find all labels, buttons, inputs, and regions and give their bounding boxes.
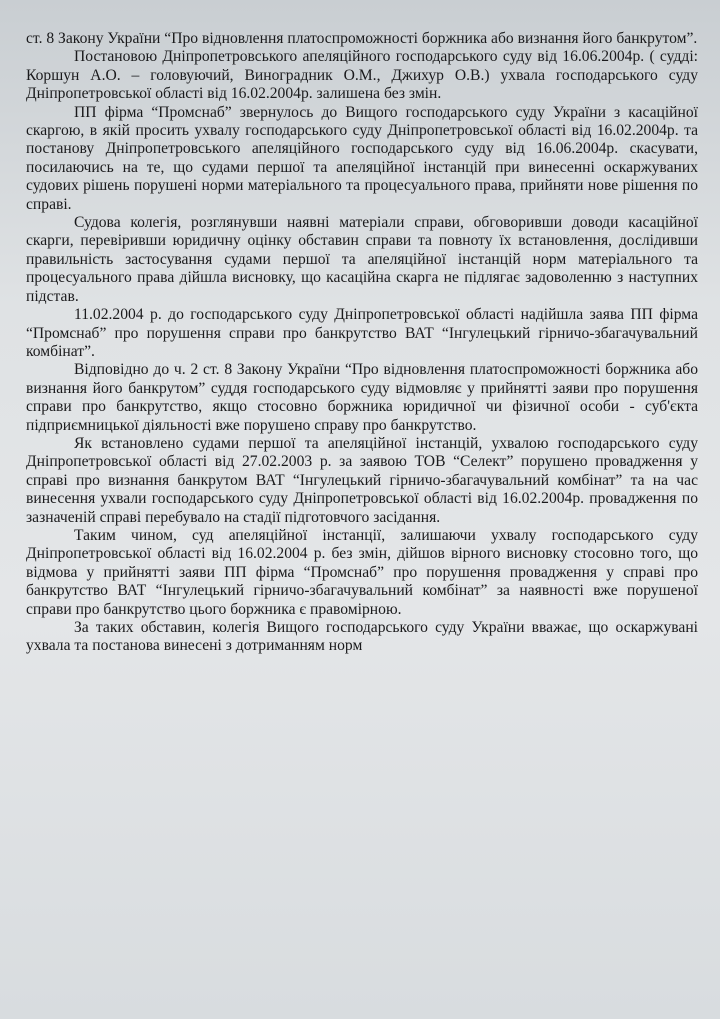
paragraph-continuation: ст. 8 Закону України “Про відновлення платоспроможності боржника або визнання його банкрутом”.	[26, 30, 698, 47]
paragraph-final-ruling: За таких обставин, колегія Вищого господарського суду України вважає, що оскаржувані ухвала та постанова винесені з дотриманням норм	[26, 619, 698, 655]
paragraph-appeal-resolution: Постановою Дніпропетровського апеляційного господарського суду від 16.06.2004р. ( судді: Коршун А.О. – головуючий, Виноградник О.М., Джихур О.В.) ухвала господарського суду Дніпропетровської області від 16.02.2004р. залишена без змін.	[26, 48, 698, 103]
paragraph-application-filed: 11.02.2004 р. до господарського суду Дніпропетровської області надійшла заява ПП фірма “Промснаб” про порушення справи про банкрутство ВАТ “Інгулецький гірничо-збагачувальний комбінат”.	[26, 306, 698, 360]
paragraph-established-facts: Як встановлено судами першої та апеляційної інстанцій, ухвалою господарського суду Дніпропетровської області від 27.02.2003 р. за заявою ТОВ “Селект” порушено провадження у справі про визнання банкрутом ВАТ “Інгулецький гірничо-збагачувальний комбінат” та на час винесення ухвали господарського суду Дніпропетровської області від 16.02.2004р. провадження по зазначеній справі перебувало на стадії підготовчого засідання.	[26, 434, 698, 526]
paragraph-law-reference: Відповідно до ч. 2 ст. 8 Закону України “Про відновлення платоспроможності боржника або визнання його банкрутом” суддя господарського суду відмовляє у прийнятті заяви про порушення справи про банкрутство, якщо стосовно боржника юридичної чи фізичної особи - суб'єкта підприємницької діяльності вже порушено справу про банкрутство.	[26, 361, 698, 434]
paragraph-cassation-complaint: ПП фірма “Промснаб” звернулось до Вищого господарського суду України з касаційної скаргою, в якій просить ухвалу господарського суду Дніпропетровської області від 16.02.2004р. та постанову Дніпропетровського апеляційного господарського суду від 16.06.2004р. скасувати, посилаючись на те, що судами першої та апеляційної інстанцій при винесенні оскаржуваних судових рішень порушені норми матеріального та процесуального права, прийняти нове рішення по справі.	[26, 103, 698, 213]
paragraph-court-review: Судова колегія, розглянувши наявні матеріали справи, обговоривши доводи касаційної скарги, перевіривши юридичну оцінку обставин справи та повноту їх встановлення, дослідивши правильність застосування судами першої та апеляційної інстанцій норм матеріального та процесуального права дійшла висновку, що касаційна скарга не підлягає задоволенню з наступних підстав.	[26, 214, 698, 305]
paragraph-conclusion: Таким чином, суд апеляційної інстанції, залишаючи ухвалу господарського суду Дніпропетровської області від 16.02.2004 р. без змін, дійшов вірного висновку стосовно того, що відмова у прийнятті заяви ПП фірма “Промснаб” про порушення провадження у справі про банкрутство ВАТ “Інгулецький гірничо-збагачувальний комбінат” за наявності вже порушеної справи про банкрутство цього боржника є правомірною.	[26, 526, 698, 618]
